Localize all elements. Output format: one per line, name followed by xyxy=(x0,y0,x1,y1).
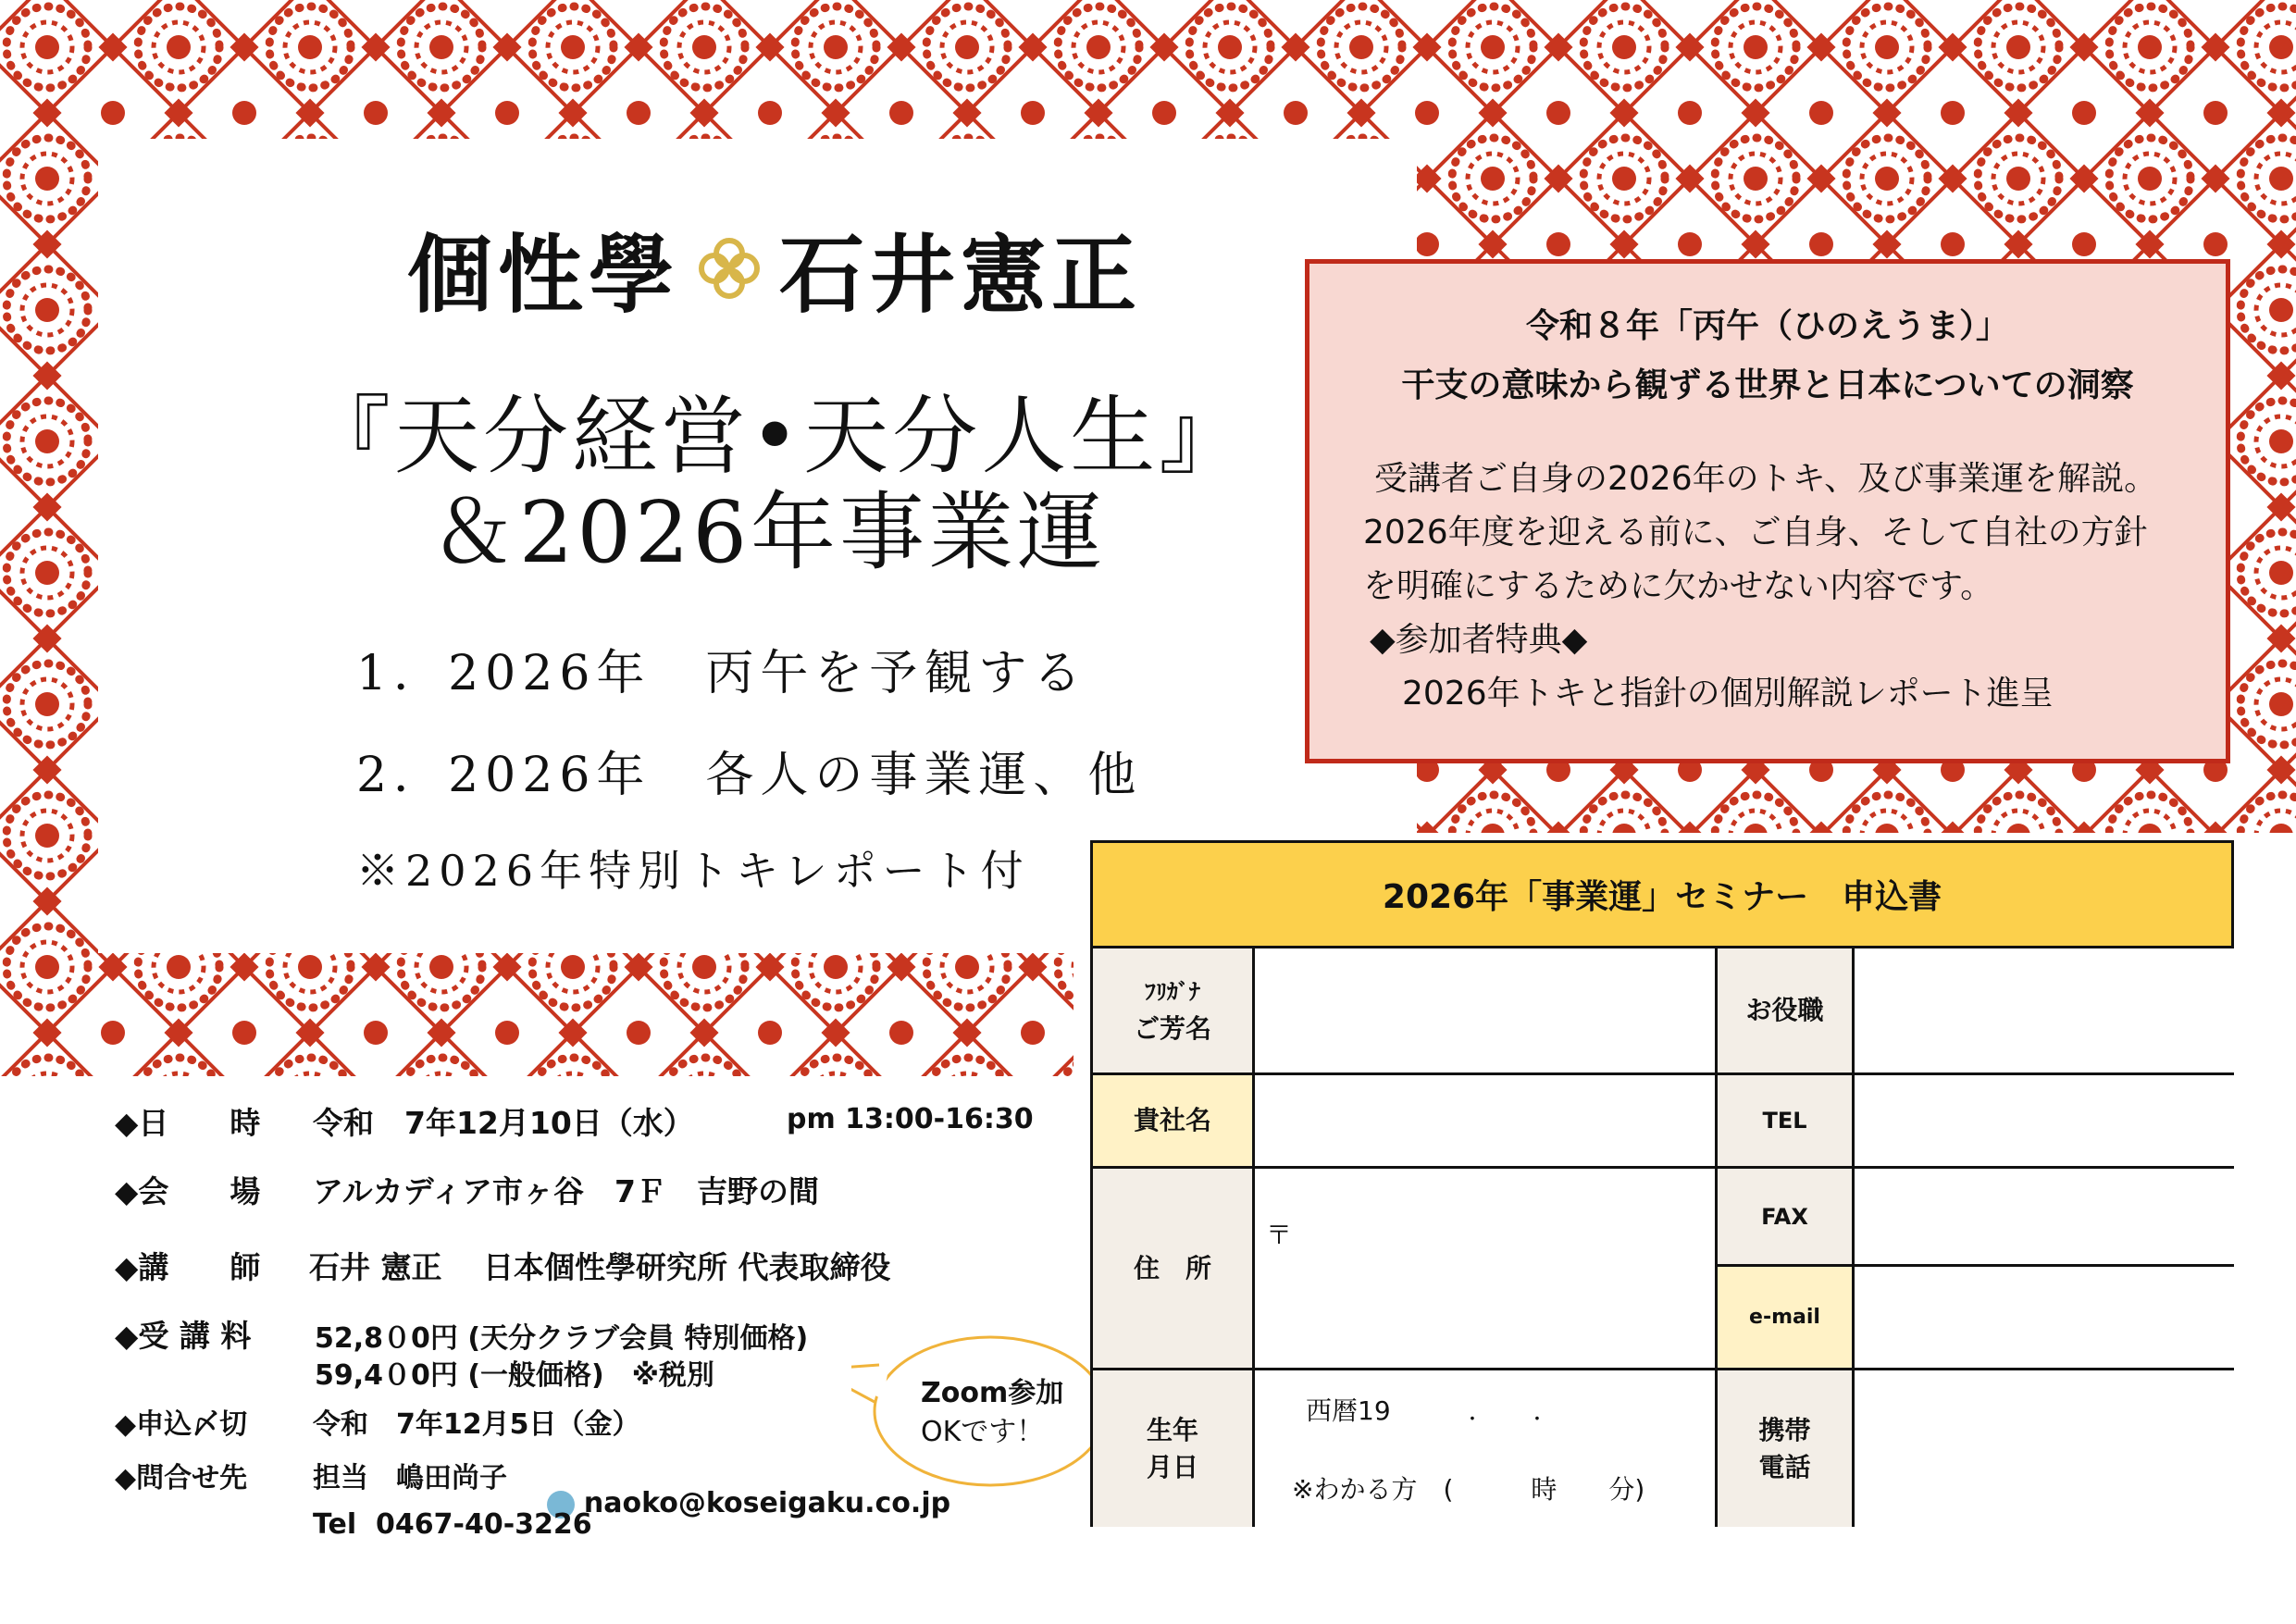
description-para-2: 2026年度を迎える前に、ご自身、そして自社の方針 xyxy=(1363,514,2148,552)
mobile-label-1: 携帯 xyxy=(1758,1414,1811,1445)
lecturer-label: ◆講 師 xyxy=(115,1249,261,1285)
furigana-label: ﾌﾘｶﾞﾅ xyxy=(1145,979,1200,1005)
special-benefit-detail: 2026年トキと指針の個別解説レポート進呈 xyxy=(1402,675,2054,713)
form-title: 2026年「事業運」セミナー 申込書 xyxy=(1093,843,2231,948)
agenda-item-2: 2．2026年 各人の事業運、他 xyxy=(356,748,1143,803)
birth-year-text: 西暦19 ． ． xyxy=(1306,1395,1559,1427)
brand-left: 個性學 xyxy=(407,225,680,325)
tel-label: TEL xyxy=(1718,1075,1855,1169)
special-benefit-label: ◆参加者特典◆ xyxy=(1370,621,1588,659)
mobile-label-2: 電話 xyxy=(1758,1451,1811,1482)
contact-value: 担当 嶋田尚子 xyxy=(313,1462,507,1494)
description-heading-2: 干支の意味から観ずる世界と日本についての洞察 xyxy=(1401,366,2134,404)
mobile-label-cell xyxy=(1718,1370,1855,1527)
zoom-bubble-line-2: OKです！ xyxy=(921,1416,1045,1448)
birth-time-text: ※わかる方 ( 時 分) xyxy=(1292,1473,1645,1505)
mobile-field[interactable] xyxy=(1855,1370,2234,1527)
company-field[interactable] xyxy=(1255,1075,1718,1169)
contact-tel: Tel 0467-40-3226 xyxy=(313,1508,592,1541)
lecturer-value: 石井 憲正 日本個性學研究所 代表取締役 xyxy=(309,1249,891,1285)
address-label: 住 所 xyxy=(1093,1169,1255,1370)
fax-field[interactable] xyxy=(1855,1169,2234,1267)
birth-label-1: 生年 xyxy=(1146,1414,1198,1445)
position-label: お役職 xyxy=(1718,948,1855,1075)
brand-heading xyxy=(407,213,1148,324)
position-field[interactable] xyxy=(1855,948,2234,1075)
postal-mark: 〒 xyxy=(1266,1220,1293,1250)
name-label-cell xyxy=(1093,948,1255,1075)
venue-label: ◆会 場 xyxy=(115,1173,261,1209)
name-label: ご芳名 xyxy=(1133,1013,1211,1044)
fee-value-member: 52,8０0円 (天分クラブ会員 特別価格) xyxy=(315,1322,809,1355)
application-form xyxy=(1090,840,2234,1527)
birth-label-2: 月日 xyxy=(1146,1451,1198,1482)
fee-label: ◆受 講 料 xyxy=(115,1318,252,1354)
agenda-item-3: ※2026年特別トキレポート付 xyxy=(356,846,1030,896)
address-field[interactable] xyxy=(1255,1169,1718,1370)
email-field[interactable] xyxy=(1855,1267,2234,1370)
tel-field[interactable] xyxy=(1855,1075,2234,1169)
venue-value: アルカディア市ヶ谷 7Ｆ 吉野の間 xyxy=(313,1173,820,1209)
seminar-description-box xyxy=(1305,259,2230,763)
date-time: pm 13:00-16:30 xyxy=(787,1103,1034,1135)
main-title xyxy=(305,387,1248,582)
description-heading-1: 令和８年「丙午（ひのえうま）」 xyxy=(1525,307,2009,345)
flower-icon xyxy=(692,231,766,305)
name-field[interactable] xyxy=(1255,948,1718,1075)
fee-value-general: 59,4０0円 (一般価格) ※税別 xyxy=(315,1359,714,1392)
description-para-1: 受講者ご自身の2026年のトキ、及び事業運を解説。 xyxy=(1374,460,2158,498)
deadline-value: 令和 7年12月5日（金） xyxy=(313,1408,640,1441)
brand-right: 石井憲正 xyxy=(779,225,1143,325)
description-para-3: を明確にするために欠かせない内容です。 xyxy=(1363,567,1994,605)
title-line-1: 『天分経営•天分人生』 xyxy=(305,387,1248,486)
birth-label-cell xyxy=(1093,1370,1255,1527)
company-label: 貴社名 xyxy=(1093,1075,1255,1169)
zoom-bubble-line-1: Zoom参加 xyxy=(921,1377,1064,1409)
deadline-label: ◆申込〆切 xyxy=(115,1408,248,1441)
contact-label: ◆問合せ先 xyxy=(115,1462,248,1494)
email-label: e-mail xyxy=(1718,1267,1855,1370)
contact-email[interactable]: naoko@koseigaku.co.jp xyxy=(583,1487,951,1519)
agenda-item-1: 1．2026年 丙午を予観する xyxy=(356,646,1088,701)
fax-label: FAX xyxy=(1718,1169,1855,1267)
title-line-2: ＆2026年事業運 xyxy=(429,483,1107,582)
date-value: 令和 7年12月10日（水） xyxy=(313,1105,694,1141)
birth-field[interactable] xyxy=(1255,1370,1718,1527)
date-label: ◆日 時 xyxy=(115,1105,261,1141)
